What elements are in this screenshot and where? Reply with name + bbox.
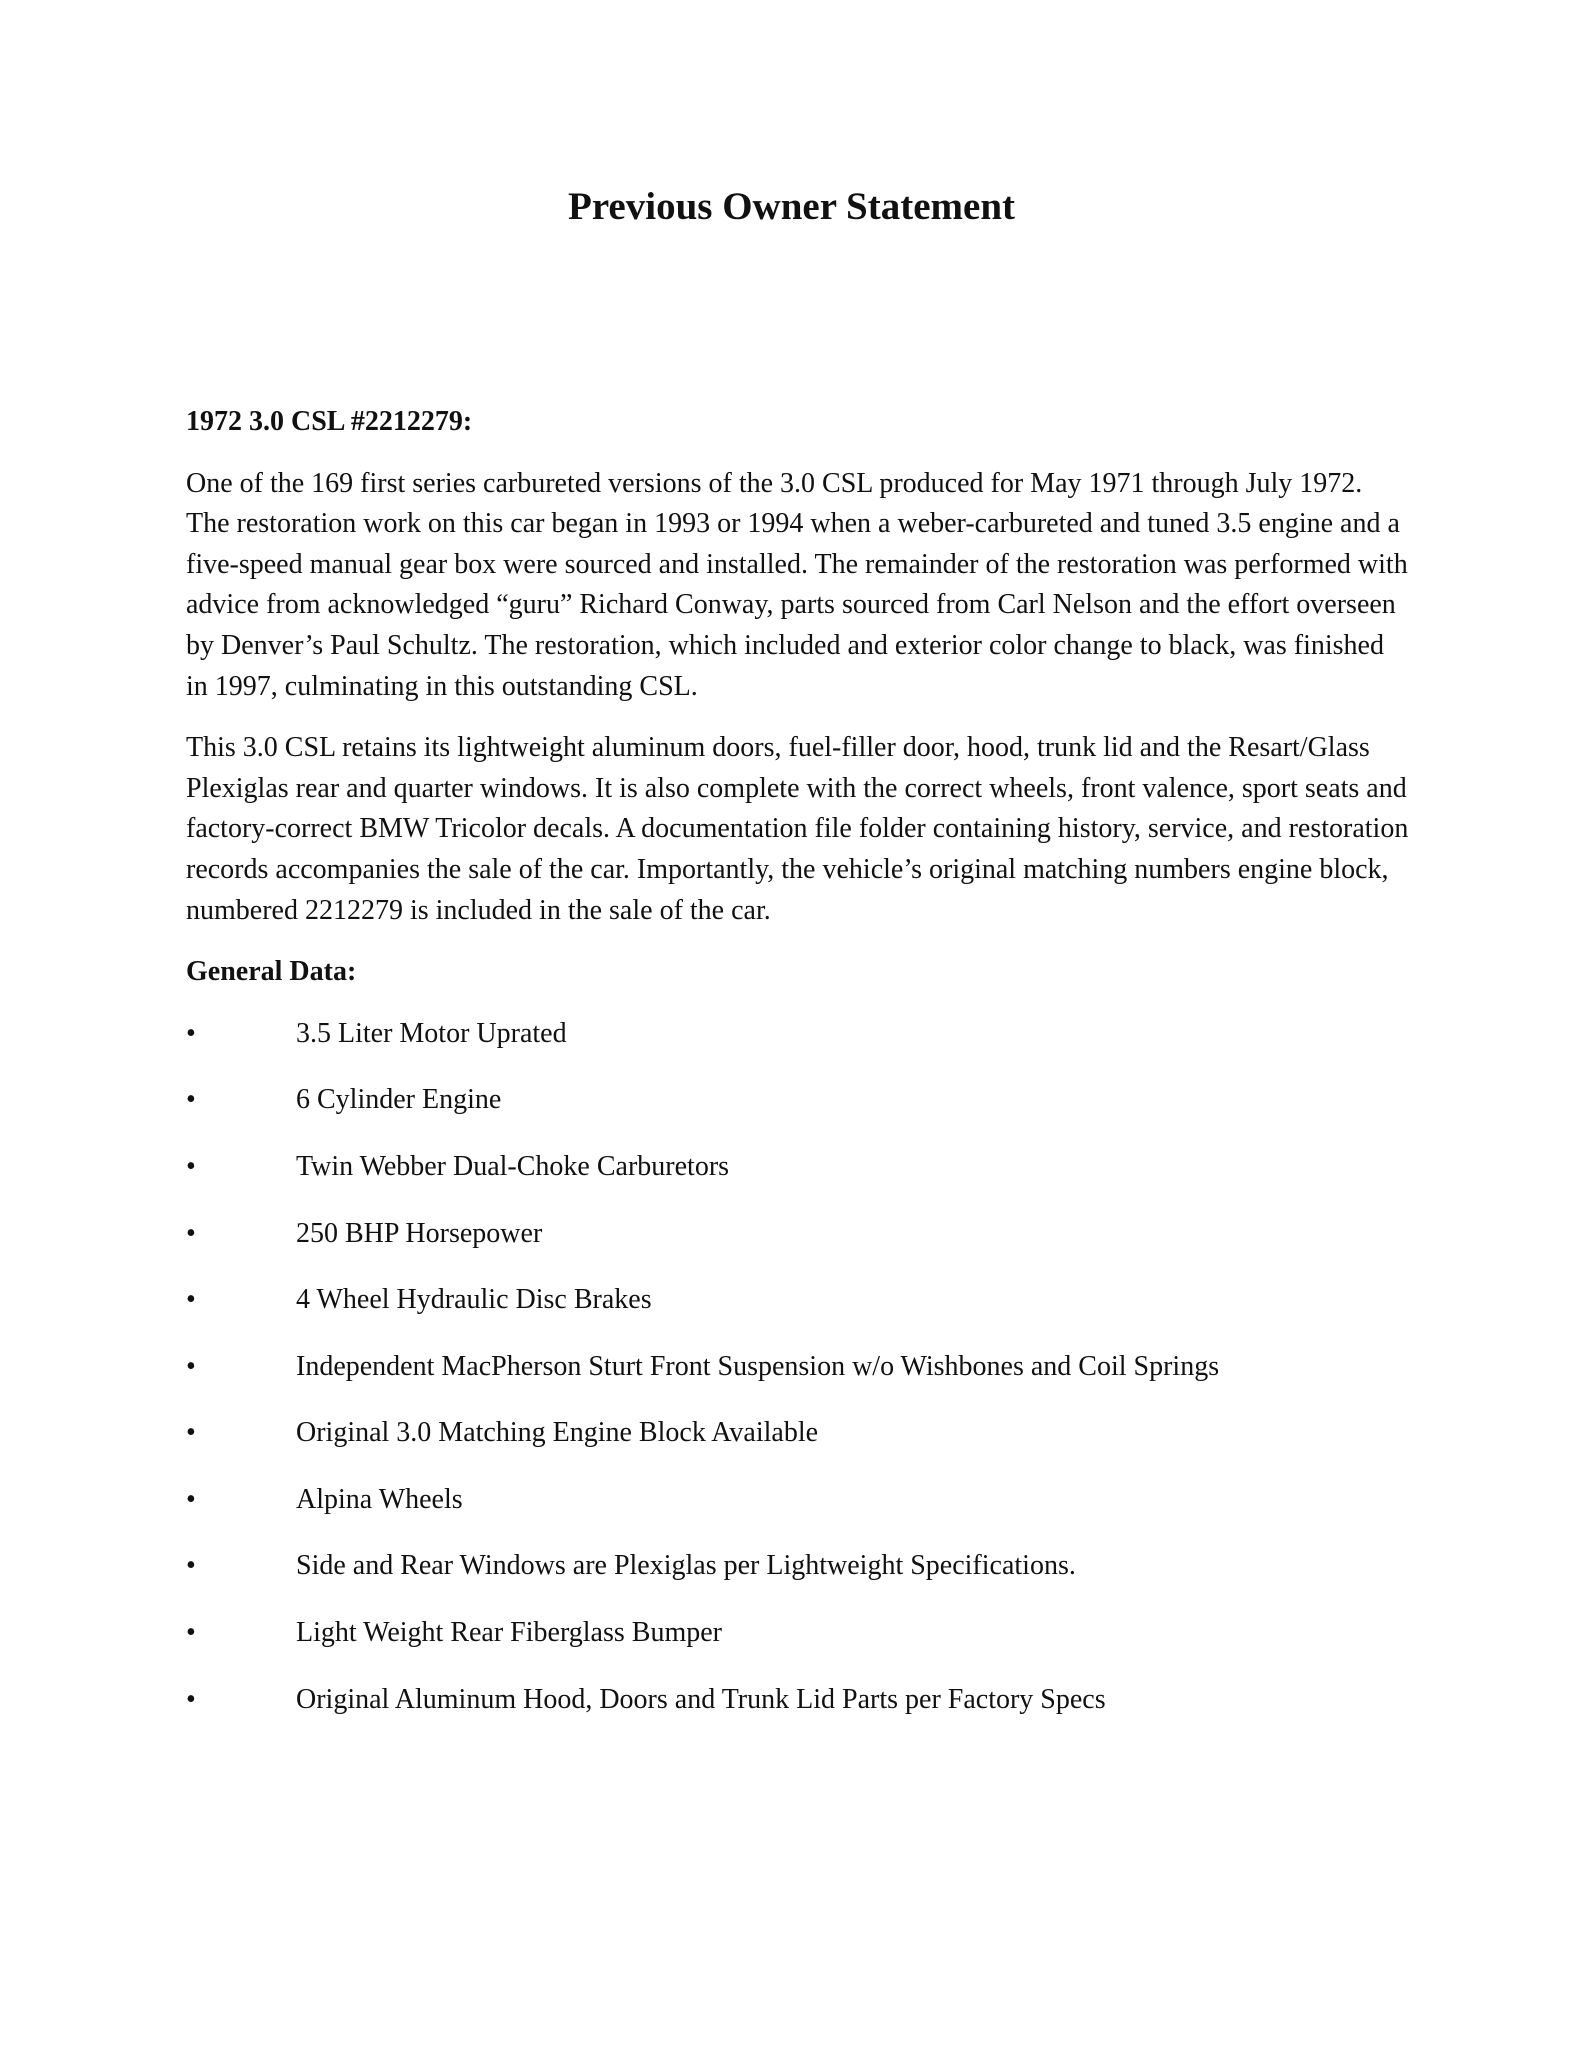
list-item xyxy=(186,1147,1410,1188)
list-item-text: 4 Wheel Hydraulic Disc Brakes xyxy=(296,1284,652,1316)
bullet-icon: • xyxy=(186,1284,196,1316)
list-item-text: Original 3.0 Matching Engine Block Available xyxy=(296,1417,819,1449)
bullet-icon: • xyxy=(186,1417,196,1449)
list-item-text: Alpina Wheels xyxy=(296,1483,463,1515)
list-item xyxy=(186,1080,1410,1121)
list-item xyxy=(186,1546,1410,1587)
general-data-list xyxy=(186,1014,1410,1721)
list-item-text: Light Weight Rear Fiberglass Bumper xyxy=(296,1617,722,1649)
bullet-icon: • xyxy=(186,1683,196,1715)
list-item xyxy=(186,1680,1410,1721)
bullet-icon: • xyxy=(186,1150,196,1182)
list-item xyxy=(186,1413,1410,1454)
page-title: Previous Owner Statement xyxy=(568,185,1015,228)
document-body xyxy=(186,402,1410,1746)
bullet-icon: • xyxy=(186,1084,196,1116)
general-data-heading: General Data: xyxy=(186,956,357,988)
list-item xyxy=(186,1613,1410,1654)
list-item xyxy=(186,1214,1410,1255)
list-item xyxy=(186,1014,1410,1055)
list-item-text: 3.5 Liter Motor Uprated xyxy=(296,1017,567,1049)
car-heading: 1972 3.0 CSL #2212279: xyxy=(186,406,473,437)
list-item-text: Twin Webber Dual-Choke Carburetors xyxy=(296,1150,730,1182)
bullet-icon: • xyxy=(186,1350,196,1382)
list-item xyxy=(186,1280,1410,1321)
bullet-icon: • xyxy=(186,1217,196,1249)
list-item xyxy=(186,1347,1410,1388)
list-item xyxy=(186,1480,1410,1521)
features-paragraph: This 3.0 CSL retains its lightweight aluminum doors, fuel-filler door, hood, trunk lid and the Resart/Glass Plexiglas rear and quarter windows. It is also complete with the correct wheels, front valence, sport seats and factory-correct BMW Tricolor decals. A documentation file folder containing history, service, and restoration records accompanies the sale of the car. Importantly, the vehicle’s original matching numbers engine block, numbered 2212279 is included in the sale of the car. xyxy=(186,732,1409,926)
bullet-icon: • xyxy=(186,1617,196,1649)
list-item-text: 250 BHP Horsepower xyxy=(296,1217,543,1249)
list-item-text: 6 Cylinder Engine xyxy=(296,1084,502,1116)
bullet-icon: • xyxy=(186,1483,196,1515)
list-item-text: Side and Rear Windows are Plexiglas per Lightweight Specifications. xyxy=(296,1550,1076,1582)
list-item-text: Original Aluminum Hood, Doors and Trunk Lid Parts per Factory Specs xyxy=(296,1683,1106,1715)
bullet-icon: • xyxy=(186,1017,196,1049)
history-paragraph: One of the 169 first series carbureted versions of the 3.0 CSL produced for May 1971 through July 1972. The restoration work on this car began in 1993 or 1994 when a weber-carbureted and tuned 3.5 engine and a five-speed manual gear box were sourced and installed. The remainder of the restoration was performed with advice from acknowledged “guru” Richard Conway, parts sourced from Carl Nelson and the effort overseen by Denver’s Paul Schultz. The restoration, which included and exterior color change to black, was finished in 1997, culminating in this outstanding CSL. xyxy=(186,467,1408,702)
list-item-text: Independent MacPherson Sturt Front Suspension w/o Wishbones and Coil Springs xyxy=(296,1350,1220,1382)
bullet-icon: • xyxy=(186,1550,196,1582)
